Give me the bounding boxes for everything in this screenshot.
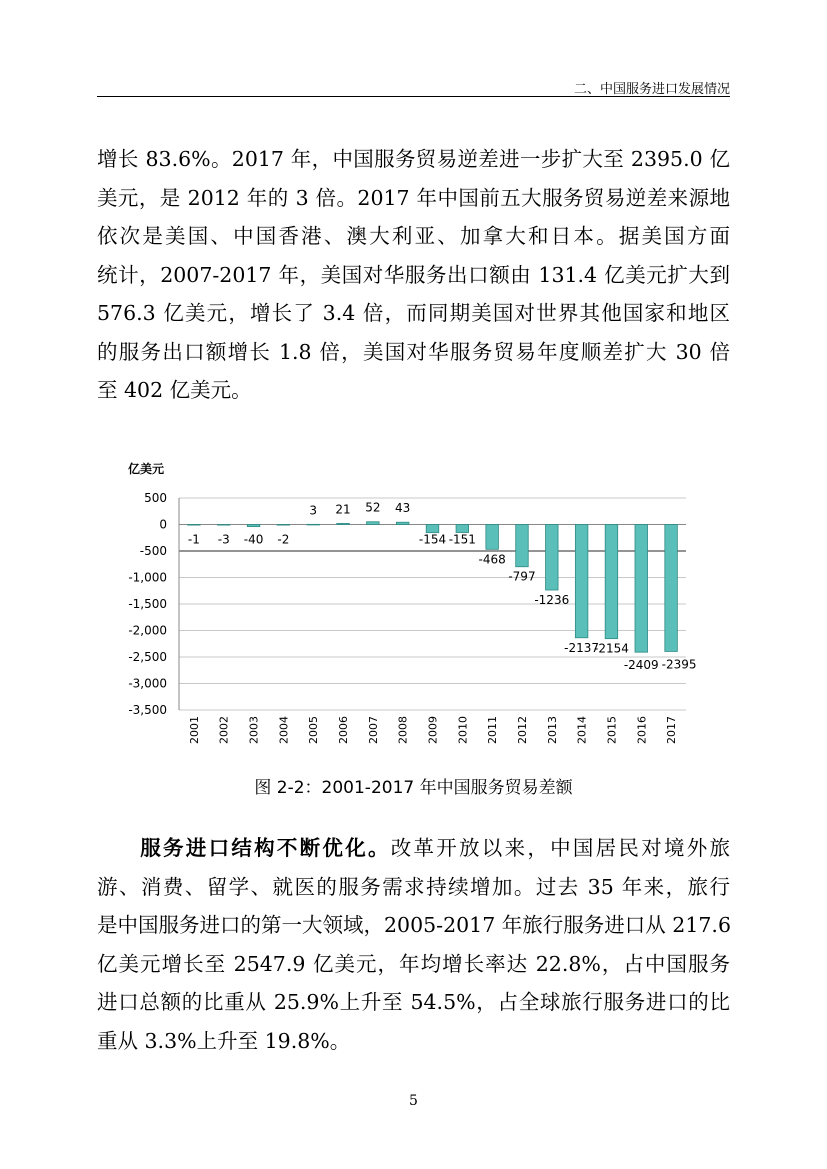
paragraph-line: 依次是美国、中国香港、澳大利亚、加拿大和日本。据美国方面 xyxy=(97,224,730,248)
bar xyxy=(605,525,618,639)
data-label: -1 xyxy=(187,532,200,547)
bar xyxy=(635,525,648,653)
paragraph-line: 至 402 亿美元。 xyxy=(97,378,252,402)
bar xyxy=(546,525,559,591)
data-label: -154 xyxy=(418,532,447,547)
x-tick-label: 2004 xyxy=(277,716,291,744)
paragraph-line: 576.3 亿美元，增长了 3.4 倍，而同期美国对世界其他国家和地区 xyxy=(97,301,730,325)
data-label: -2154 xyxy=(594,641,629,656)
y-tick-label: -2,500 xyxy=(128,650,167,664)
bar xyxy=(367,522,380,525)
x-tick-label: 2007 xyxy=(366,716,380,744)
data-label: -2137 xyxy=(564,640,600,655)
data-label: -2 xyxy=(277,532,290,547)
paragraph-lead: 服务进口结构不断优化。 xyxy=(138,836,391,860)
paragraph-line xyxy=(97,829,730,868)
y-tick-label: 500 xyxy=(144,491,167,505)
y-tick-label: -1,500 xyxy=(128,597,167,611)
bar xyxy=(426,525,439,533)
data-label: -2395 xyxy=(661,657,697,672)
y-tick-label: -3,500 xyxy=(128,703,167,717)
data-label: -468 xyxy=(478,552,506,567)
bar xyxy=(396,522,409,524)
y-tick-label: 0 xyxy=(159,517,167,532)
y-tick-label: -500 xyxy=(139,544,167,558)
data-labels xyxy=(188,501,697,672)
x-tick-label: 2001 xyxy=(187,716,201,744)
paragraph-line: 的服务出口额增长 1.8 倍，美国对华服务贸易年度顺差扩大 30 倍 xyxy=(97,339,730,364)
paragraph-2 xyxy=(97,829,730,1060)
data-label: -2409 xyxy=(623,658,659,673)
x-tick-label: 2011 xyxy=(486,716,500,744)
header-rule xyxy=(97,96,730,97)
x-tick-label: 2014 xyxy=(575,716,589,744)
trade-balance-chart xyxy=(120,458,700,753)
data-label: 43 xyxy=(395,501,411,516)
paragraph-line: 游、消费、留学、就医的服务需求持续增加。过去 35 年来，旅行 xyxy=(97,874,730,899)
x-tick-label: 2010 xyxy=(456,716,470,744)
paragraph-line: 统计，2007-2017 年，美国对华服务出口额由 131.4 亿美元扩大到 xyxy=(97,262,730,287)
y-axis-label: 亿美元 xyxy=(128,462,165,476)
bar xyxy=(575,525,588,638)
paragraph-line: 增长 83.6%。2017 年，中国服务贸易逆差进一步扩大至 2395.0 亿 xyxy=(97,147,730,171)
paragraph-line: 进口总额的比重从 25.9%上升至 54.5%，占全球旅行服务进口的比 xyxy=(97,990,730,1014)
bar xyxy=(277,525,290,526)
x-tick-label: 2009 xyxy=(426,716,440,744)
bar xyxy=(247,525,260,527)
y-tick-label: -1,000 xyxy=(128,570,167,585)
data-label: -797 xyxy=(508,569,536,584)
data-label: -40 xyxy=(243,532,264,547)
x-tick-label: 2017 xyxy=(665,716,679,744)
bar xyxy=(516,525,529,567)
data-label: -1236 xyxy=(534,593,570,608)
figure-caption: 图 2-2：2001-2017 年中国服务贸易差额 xyxy=(254,778,573,798)
y-tick-label: -3,000 xyxy=(128,676,167,691)
x-tick-label: 2005 xyxy=(307,716,321,744)
x-tick-label: 2003 xyxy=(247,716,261,744)
data-label: -3 xyxy=(217,532,230,547)
x-tick-label: 2016 xyxy=(635,716,649,744)
bar xyxy=(456,525,469,533)
bar xyxy=(188,525,201,526)
data-label: 52 xyxy=(365,500,381,515)
paragraph-1 xyxy=(97,140,730,410)
paragraph-line: 重从 3.3%上升至 19.8%。 xyxy=(97,1028,351,1053)
x-axis-ticks xyxy=(188,716,678,744)
x-tick-label: 2006 xyxy=(337,716,351,744)
data-label: -151 xyxy=(448,532,476,547)
x-tick-label: 2008 xyxy=(396,716,410,744)
bar xyxy=(665,525,678,652)
paragraph-line: 美元，是 2012 年的 3 倍。2017 年中国前五大服务贸易逆差来源地 xyxy=(97,185,730,210)
paragraph-line: 亿美元增长至 2547.9 亿美元，年均增长率达 22.8%，占中国服务 xyxy=(97,951,730,976)
x-tick-label: 2013 xyxy=(545,716,559,744)
bar xyxy=(307,524,320,525)
paragraph-text: 改革开放以来，中国居民对境外旅 xyxy=(390,836,731,860)
running-header: 二、中国服务进口发展情况 xyxy=(573,82,730,97)
paragraph-line: 是中国服务进口的第一大领域，2005-2017 年旅行服务进口从 217.6 xyxy=(97,913,731,937)
y-tick-label: -2,000 xyxy=(128,623,167,638)
bar xyxy=(486,525,499,550)
x-tick-label: 2002 xyxy=(217,716,231,744)
x-tick-label: 2015 xyxy=(605,716,619,744)
data-label: 21 xyxy=(335,502,351,517)
data-label: 3 xyxy=(309,503,318,518)
x-tick-label: 2012 xyxy=(515,716,529,744)
bar xyxy=(217,525,230,526)
y-axis-ticks xyxy=(128,491,167,717)
bar xyxy=(337,523,350,524)
page-number: 5 xyxy=(409,1093,418,1109)
